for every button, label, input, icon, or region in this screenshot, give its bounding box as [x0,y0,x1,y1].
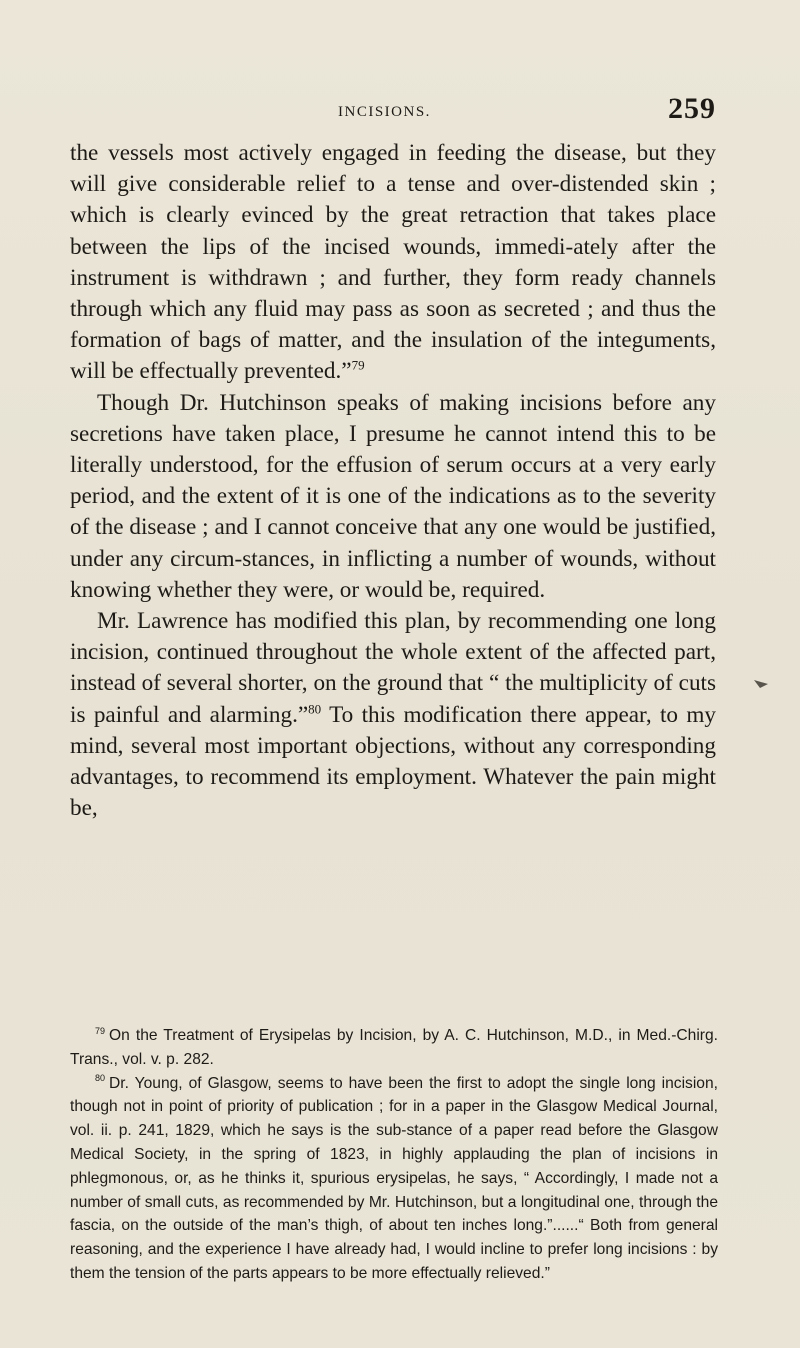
footnote-80 [70,1072,718,1286]
footnote-79-text: On the Treatment of Erysipelas by Incision, by A. C. Hutchinson, M.D., in Med.-Chirg. Trans., vol. v. p. 282. [70,1027,718,1068]
paragraph-1-text: the vessels most actively engaged in feeding the disease, but they will give considerable relief to a tense and over-distended skin ; which is clearly evinced by the great retraction that takes place between the lips of the incised wounds, immedi-ately after the instrument is withdrawn ; and further, they form ready channels through which any fluid may pass as soon as secreted ; and thus the formation of bags of matter, and the insulation of the integuments, will be effectually prevented.” [70,140,716,385]
footnote-ref-79: 79 [351,357,365,373]
body-text [70,138,716,824]
page-number: 259 [668,92,716,125]
running-title: INCISIONS. [338,104,431,120]
ink-speck [754,680,768,688]
footnote-ref-80: 80 [308,700,322,716]
paragraph-3-text-after: To this modification there appear, to my mind, several most important objections, without any corresponding advantages, to recommend its employment. Whatever the pain might be, [70,701,716,822]
paragraph-3-text-before: Mr. Lawrence has modified this plan, by recommending one long incision, continued throughout the whole extent of the affected part, instead of several shorter, on the ground that “ the multiplicity of cuts is painful and alarming.” [70,608,716,728]
paragraph-1 [70,138,716,388]
paragraph-2-text: Though Dr. Hutchinson speaks of making incisions before any secretions have taken place, I presume he cannot intend this to be literally understood, for the effusion of serum occurs at a very early period, and the extent of it is one of the indications as to the severity of the disease ; and I cannot conceive that any one would be justified, under any circum-stances, in inflicting a number of wounds, without knowing whether they were, or would be, required. [70,389,716,603]
footnotes [70,1024,718,1286]
footnote-80-text: Dr. Young, of Glasgow, seems to have been the first to adopt the single long incision, though not in point of priority of publication ; for in a paper in the Glasgow Medical Journal, vol. ii. p. 241, 1829, which he says is the sub-stance of a paper read before the Glasgow Medical Society, in the spring of 1823, in highly applauding the plan of incisions in phlegmonous, or, as he thinks it, spurious erysipelas, he says, “ Accordingly, I made not a number of small cuts, as recommended by Mr. Hutchinson, but a longitudinal one, through the fascia, on the outside of the man’s thigh, of about ten inches long.”......“ Both from general reasoning, and the experience I have already had, I would incline to prefer long incisions : by them the tension of the parts appears to be more effectually relieved.” [70,1074,718,1282]
paragraph-3 [70,606,716,824]
footnote-79 [70,1024,718,1072]
running-head [70,90,716,130]
paragraph-2 [70,388,716,606]
footnote-79-mark: 79 [95,1025,106,1036]
footnote-80-mark: 80 [95,1073,106,1084]
